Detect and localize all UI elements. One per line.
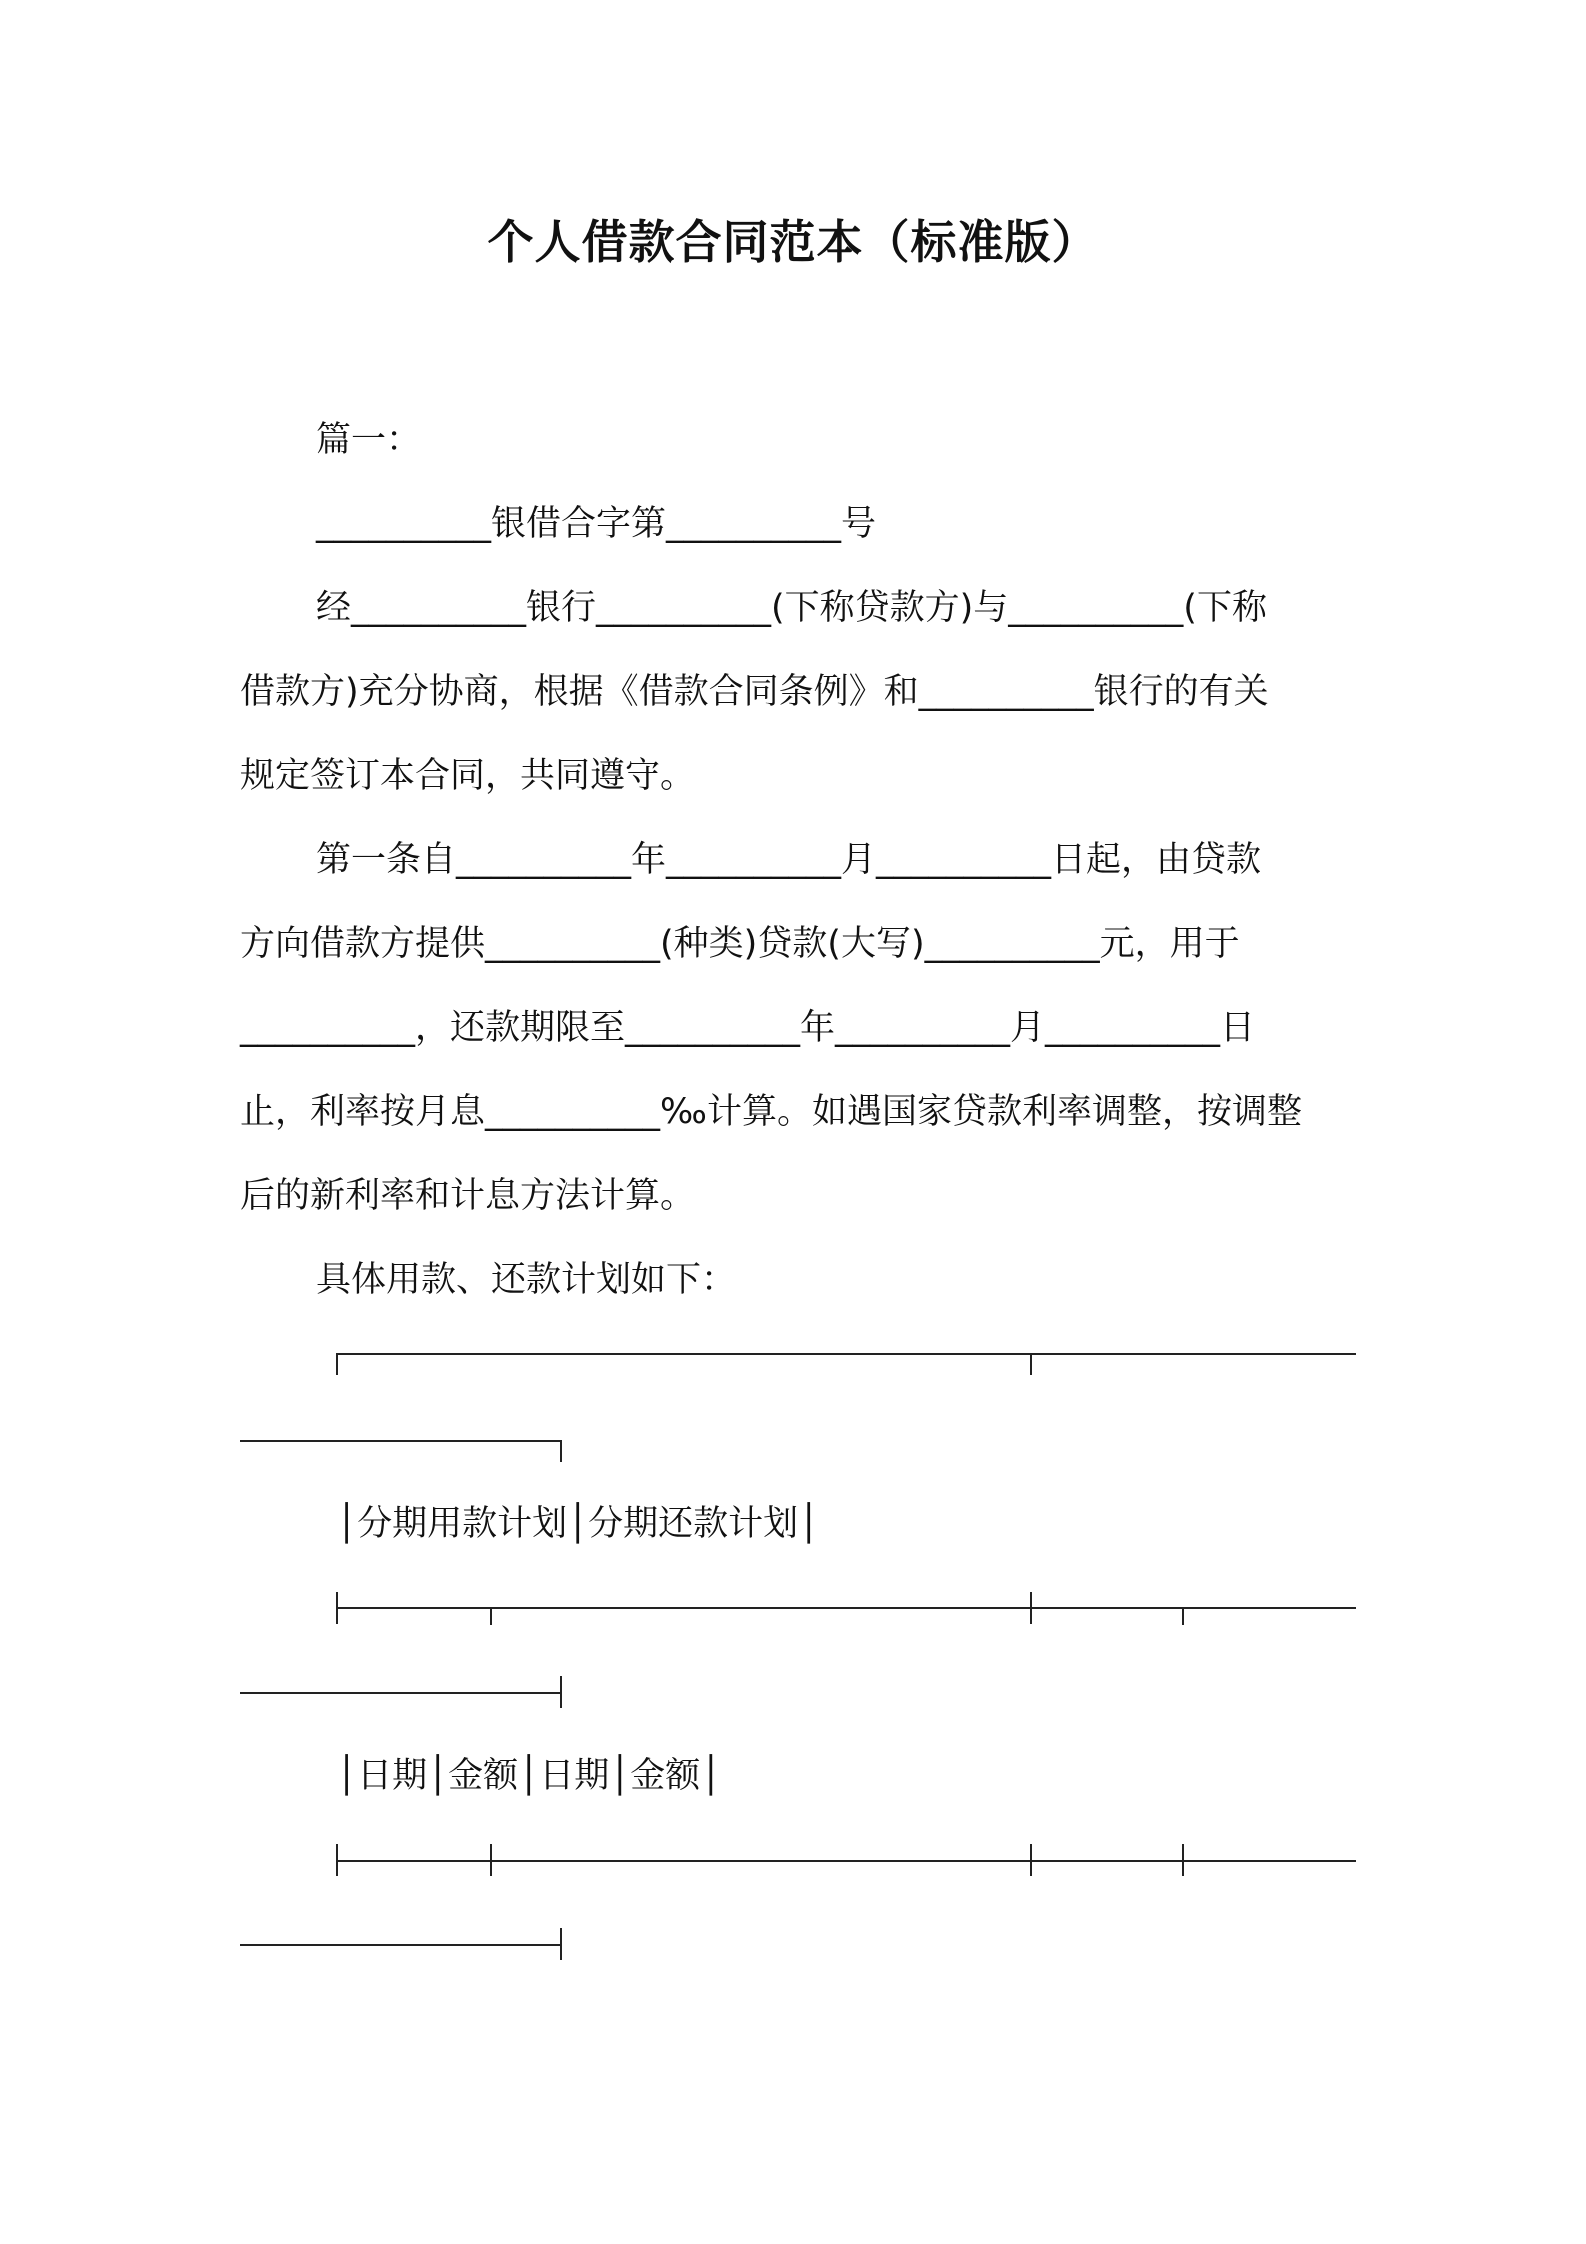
table-corner <box>560 1440 562 1462</box>
table-divider <box>336 1592 338 1624</box>
table-divider <box>1030 1844 1032 1876</box>
paragraph-line: 经__________银行__________(下称贷款方)与__________(下称 <box>316 588 1267 628</box>
table-border-line <box>240 1440 562 1442</box>
table-divider <box>1030 1592 1032 1624</box>
table-corner <box>336 1353 338 1375</box>
paragraph-line: 方向借款方提供__________(种类)贷款(大写)__________元，用于 <box>240 924 1240 964</box>
paragraph-line: 后的新利率和计息方法计算。 <box>240 1176 696 1216</box>
section-label: 篇一： <box>316 420 422 460</box>
paragraph-line: __________，还款期限至__________年__________月__________日 <box>240 1008 1256 1048</box>
table-divider <box>560 1676 562 1708</box>
table-border-line <box>336 1353 1356 1355</box>
table-divider <box>1030 1353 1032 1375</box>
paragraph-line: 止，利率按月息__________‰计算。如遇国家贷款利率调整，按调整 <box>240 1092 1302 1132</box>
table-border-line <box>336 1607 1356 1609</box>
paragraph-line: 规定签订本合同，共同遵守。 <box>240 756 696 796</box>
table-border-line <box>336 1860 1356 1862</box>
table-border-line <box>240 1692 562 1694</box>
document-title: 个人借款合同范本（标准版） <box>487 215 1099 269</box>
table-header-row: │分期用款计划│分期还款计划│ <box>336 1504 820 1544</box>
table-divider <box>490 1607 492 1625</box>
table-divider <box>560 1928 562 1960</box>
table-subheader-row: │日期│金额│日期│金额│ <box>336 1756 722 1796</box>
paragraph-line: 借款方)充分协商，根据《借款合同条例》和__________银行的有关 <box>240 672 1269 712</box>
article-one-line: 第一条自__________年__________月__________日起，由贷款 <box>316 840 1262 880</box>
plan-intro-line: 具体用款、还款计划如下： <box>316 1260 737 1300</box>
table-divider <box>336 1844 338 1876</box>
table-divider <box>490 1844 492 1876</box>
table-divider <box>1182 1844 1184 1876</box>
table-border-line <box>240 1944 562 1946</box>
table-divider <box>1182 1607 1184 1625</box>
contract-number-line: __________银借合字第__________号 <box>316 504 877 544</box>
